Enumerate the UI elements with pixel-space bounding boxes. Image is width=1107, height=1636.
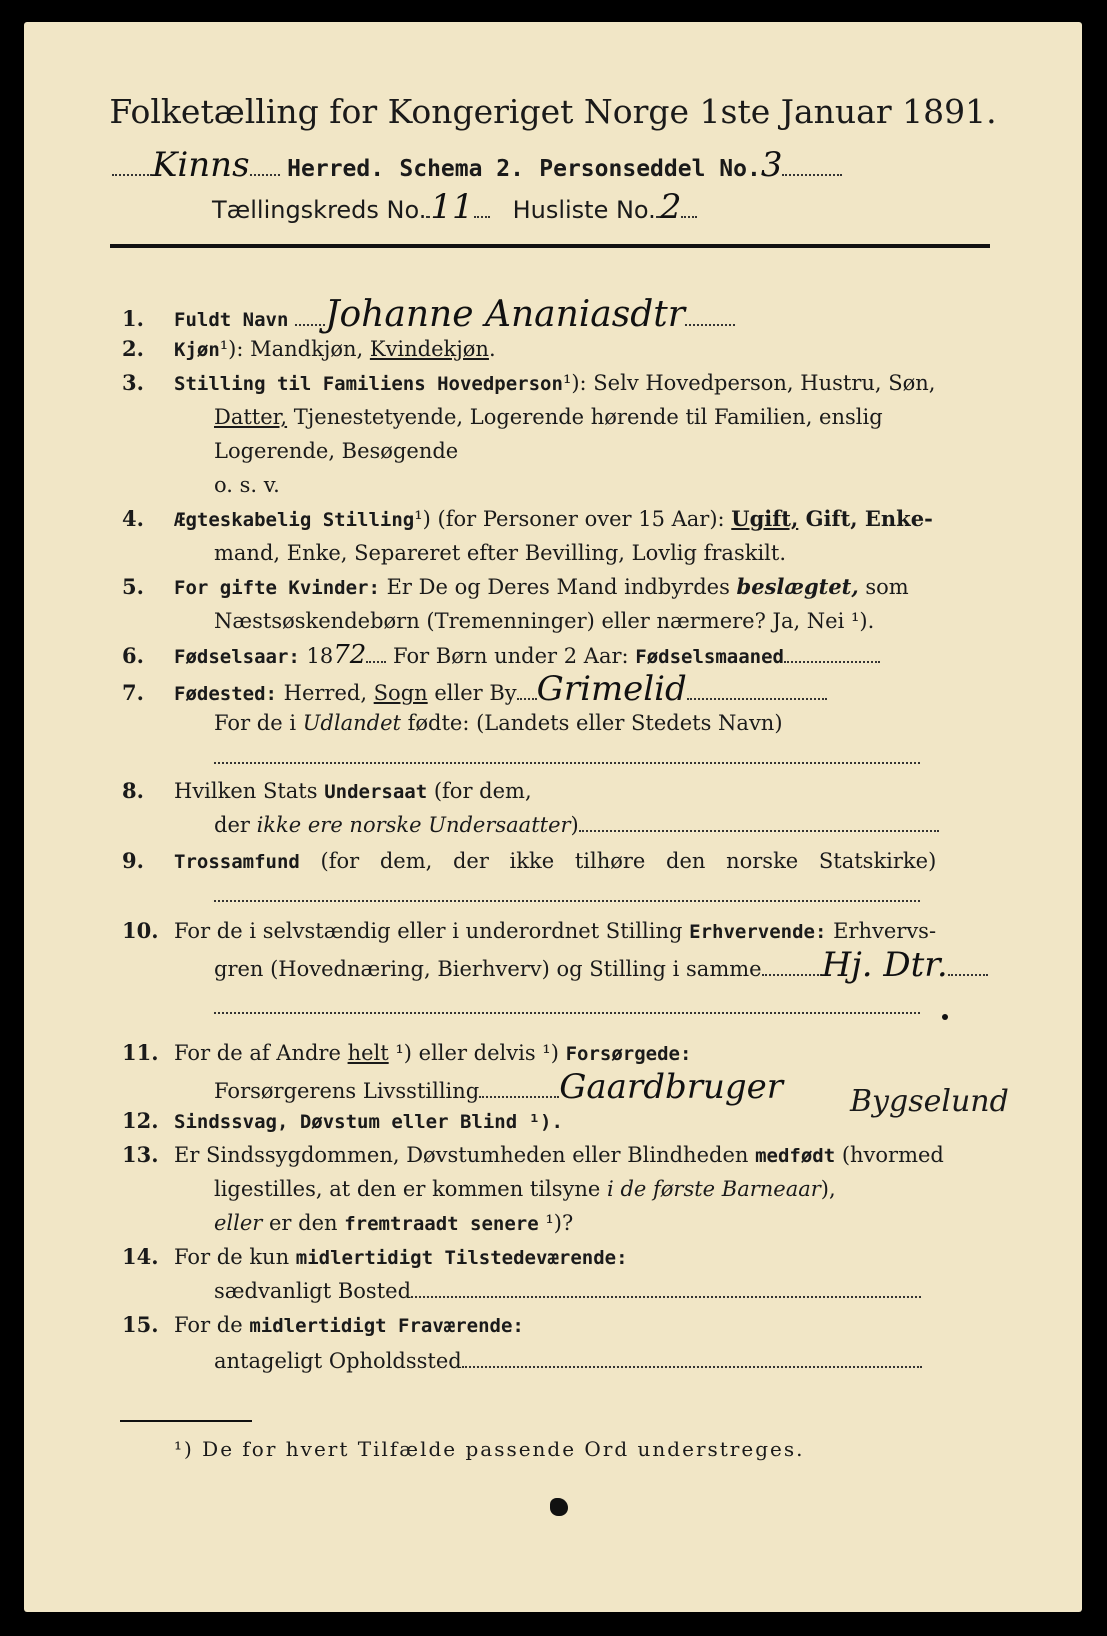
- full-name-value: Johanne Ananiasdtr: [325, 294, 685, 335]
- form-title: Folketælling for Kongeriget Norge 1ste Januar 1891.: [109, 92, 997, 131]
- field-4: 4. Ægteskabelig Stilling¹) (for Personer over 15 Aar): Ugift, Gift, Enke-: [122, 506, 933, 531]
- herred-label: Herred.: [287, 156, 385, 182]
- footnote: ¹) De for hvert Tilfælde passende Ord understreges.: [174, 1437, 805, 1461]
- header-row-1: [112, 145, 842, 185]
- field-5: 5. For gifte Kvinder: Er De og Deres Mand indbyrdes beslægtet, som: [122, 574, 909, 599]
- personseddel-value: 3: [760, 145, 783, 185]
- field-9: 9. Trossamfund (for dem, der ikke tilhøre den norske Statskirke): [122, 848, 937, 873]
- birthplace-value: Grimelid: [536, 669, 687, 709]
- field-6: 6. Fødselsaar: 1872 For Børn under 2 Aar: Fødselsmaaned: [122, 642, 880, 670]
- census-form: Folketælling for Kongeriget Norge 1ste Januar 1891. Kinns Herred. Schema 2. Personseddel No.3 Tællingskreds No. 11 Husliste No. 2 1. Fuldt Navn Johanne Ananiasdtr 2. Kjøn¹): Mandkjøn, Kvindekjøn. 3. Stilling til Familiens Hovedperson¹): Selv Hovedperson, Hustru, Søn, Datter, Tjenestetyende, Logerende hørende til Familien, enslig Logerende, Besøgende o. s. v. 4. Ægteskabelig Stilling¹) (for Personer over 15 Aar): Ugift, Gift, Enke- mand, Enke, Separeret efter Bevilling, Lovlig fraskilt. 5. For gifte Kvinder: Er De og Deres Mand indbyrdes beslægtet, som Næstsøskendebørn (Tremenninger) eller nærmere? Ja, Nei ¹). 6. Fødselsaar: 1872 For Børn under 2 Aar: Fødselsmaaned 7. Fødested: Herred, Sogn eller By Grimelid For de i Udlandet fødte: (Landets eller Stedets Navn) 8. Hvilken Stats Undersaat (for dem, der ikke ere norske Undersaatter) 9. Trossamfund (for dem, der ikke tilhøre den norske Statskirke) 10. For de i selvstændig eller i underordnet Stilling Erhvervende: Erhvervs- gren (Hovednæring, Bierhverv) og Stilling i samme Hj. Dtr. 11. For de af Andre helt ¹) eller delvis ¹) Forsørgede: Forsørgerens Livsstilling Gaardbruger 12. Sindssvag, Døvstum eller Blind ¹). 13. Er Sindssygdommen, Døvstumheden eller Blindheden medfødt (hvormed ligestilles, at den er kommen tilsyne i de første Barneaar), eller er den fremtraadt senere ¹)? 14. For de kun midlertidigt Tilstedeværende: sædvanligt Bosted 15. For de midlertidigt Fraværende: antageligt Opholdssted Bygselund ¹) De for hvert Tilfælde passende Ord understreges.: [24, 22, 1082, 1612]
- stilling-selected: Datter,: [214, 405, 288, 429]
- husliste-value: 2: [659, 187, 682, 227]
- field-2: 2. Kjøn¹): Mandkjøn, Kvindekjøn.: [122, 336, 496, 361]
- field-7: 7. Fødested: Herred, Sogn eller By Grimelid: [122, 676, 827, 707]
- provider-value: Gaardbruger: [559, 1067, 784, 1107]
- field-10: 10. For de i selvstændig eller i underordnet Stilling Erhvervende: Erhvervs-: [122, 918, 937, 943]
- field-1-label: Fuldt Navn: [174, 309, 289, 331]
- header-rule: [110, 244, 990, 248]
- field-11: 11. For de af Andre helt ¹) eller delvis ¹) Forsørgede:: [122, 1040, 692, 1065]
- field-14: 14. For de kun midlertidigt Tilstedeværende:: [122, 1244, 628, 1269]
- header-row-2: [212, 187, 697, 227]
- occupation-value: Hj. Dtr.: [821, 945, 948, 985]
- field-12: 12. Sindssvag, Døvstum eller Blind ¹).: [122, 1108, 563, 1133]
- footnote-rule: [120, 1420, 252, 1422]
- herred-value: Kinns: [152, 145, 250, 185]
- field-3: 3. Stilling til Familiens Hovedperson¹): Selv Hovedperson, Hustru, Søn,: [122, 370, 936, 395]
- field-13: 13. Er Sindssygdommen, Døvstumheden eller Blindheden medfødt (hvormed: [122, 1142, 944, 1167]
- taellingskreds-value: 11: [430, 187, 474, 227]
- personseddel-label: Personseddel No.: [539, 156, 761, 182]
- field-1: 1. Fuldt Navn Johanne Ananiasdtr: [122, 302, 735, 333]
- field-15: 15. For de midlertidigt Fraværende:: [122, 1312, 524, 1337]
- handwritten-annotation: Bygselund: [850, 1084, 1009, 1119]
- kjon-selected: Kvindekjøn: [369, 337, 489, 361]
- aegteskab-selected: Ugift,: [731, 506, 799, 531]
- field-8: 8. Hvilken Stats Undersaat (for dem,: [122, 778, 532, 803]
- schema-label: Schema 2.: [399, 156, 524, 182]
- birth-year-value: 72: [333, 640, 367, 670]
- ink-blot: [550, 1498, 568, 1516]
- husliste-label: Husliste No.: [512, 196, 656, 224]
- ink-dot: [942, 1014, 948, 1020]
- taellingskreds-label: Tællingskreds No.: [212, 196, 427, 224]
